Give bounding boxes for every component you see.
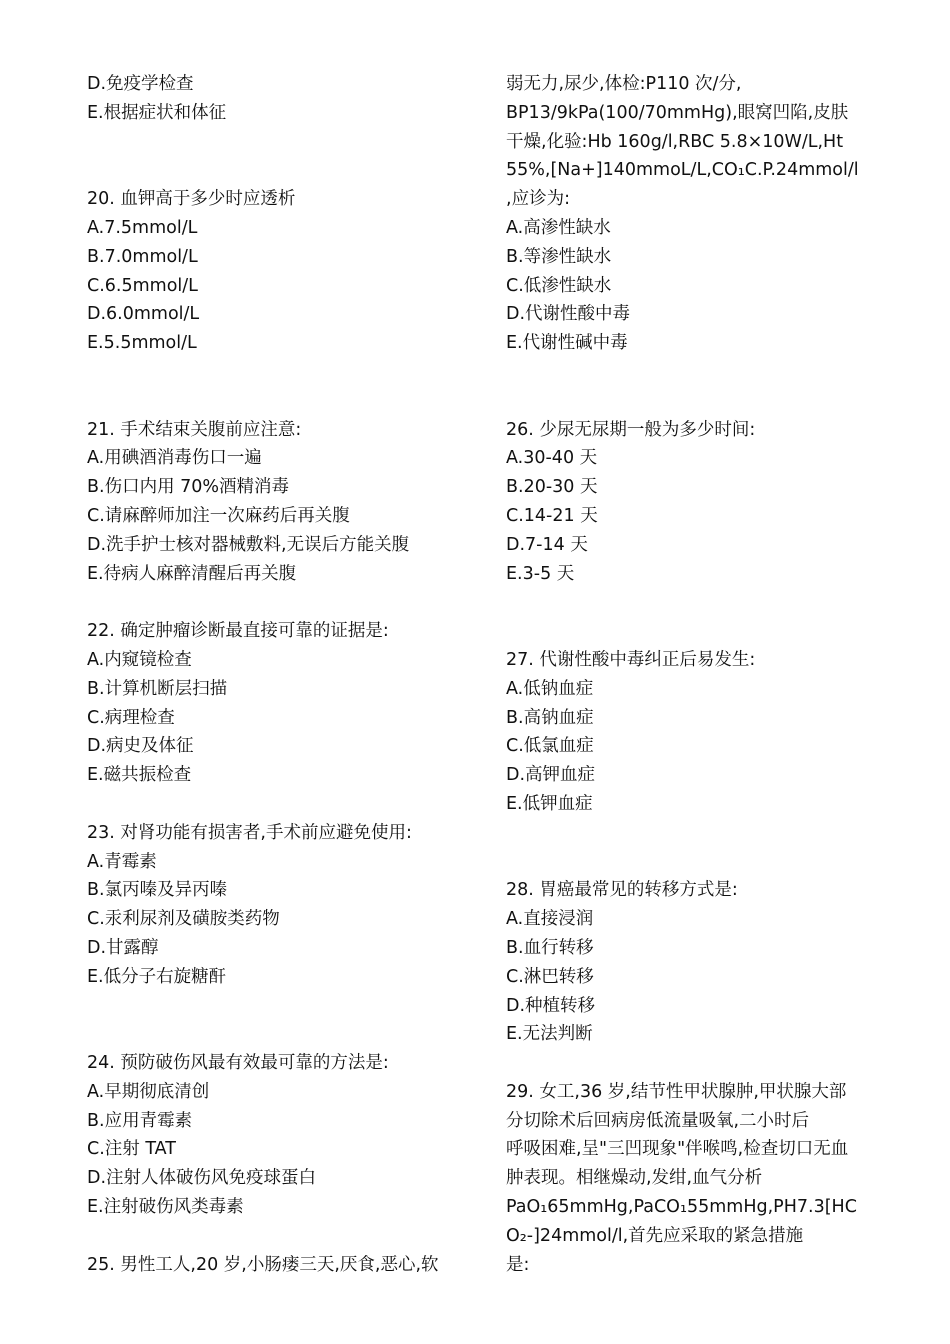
option-c: C.14-21 天 xyxy=(506,505,598,526)
option-b: B.氯丙嗪及异丙嗪 xyxy=(87,880,228,901)
option-e: E.无法判断 xyxy=(506,1024,593,1045)
option-c: C.注射 TAT xyxy=(87,1139,176,1160)
question-stem-line: 肿表现。相继燥动,发绀,血气分析 xyxy=(506,1168,763,1189)
q19-option-d: D.免疫学检查 xyxy=(87,74,194,94)
option-d: D.病史及体征 xyxy=(87,736,194,757)
question-text: 21. 手术结束关腹前应注意: xyxy=(87,419,302,440)
option-b: B.应用青霉素 xyxy=(87,1110,193,1131)
option-a: A.30-40 天 xyxy=(506,448,598,469)
option-b: B.计算机断层扫描 xyxy=(87,678,228,699)
option-a: A.高渗性缺水 xyxy=(506,217,611,238)
option-b: B.血行转移 xyxy=(506,937,594,958)
option-c: C.病理检查 xyxy=(87,707,175,728)
option-e: E.5.5mmol/L xyxy=(87,333,197,354)
question-stem-line: 分切除术后回病房低流量吸氧,二小时后 xyxy=(506,1110,810,1131)
option-d: D.种植转移 xyxy=(506,995,596,1016)
option-a: A.7.5mmol/L xyxy=(87,217,198,238)
option-a: A.直接浸润 xyxy=(506,909,594,930)
option-e: E.低分子右旋糖酐 xyxy=(87,966,227,987)
question-text: 22. 确定肿瘤诊断最直接可靠的证据是: xyxy=(87,621,389,642)
option-d: D.洗手护士核对器械敷料,无误后方能关腹 xyxy=(87,534,410,555)
question-stem-line: 干燥,化验:Hb 160g/l,RBC 5.8×10W/L,Ht xyxy=(506,131,844,152)
question-text: 26. 少尿无尿期一般为多少时间: xyxy=(506,419,756,440)
option-e: E.注射破伤风类毒素 xyxy=(87,1197,244,1218)
question-26 xyxy=(506,416,901,589)
option-d: D.7-14 天 xyxy=(506,534,588,555)
option-a: A.用碘酒消毒伤口一遍 xyxy=(87,448,262,469)
option-c: C.汞利尿剂及磺胺类药物 xyxy=(87,909,280,930)
option-b: B.等渗性缺水 xyxy=(506,246,612,267)
question-25-continued xyxy=(506,70,901,358)
question-stem-line: 55%,[Na+]140mmoL/L,CO₁C.P.24mmol/l xyxy=(506,160,859,181)
question-29 xyxy=(506,1078,901,1280)
question-stem-line: O₂-]24mmol/l,首先应采取的紧急措施 xyxy=(506,1225,804,1246)
question-20 xyxy=(87,185,482,358)
option-a: A.低钠血症 xyxy=(506,678,594,699)
question-24 xyxy=(87,1049,482,1222)
option-e: E.低钾血症 xyxy=(506,793,593,814)
question-stem-line: BP13/9kPa(100/70mmHg),眼窝凹陷,皮肤 xyxy=(506,102,849,123)
question-text: 20. 血钾高于多少时应透析 xyxy=(87,189,296,210)
question-stem-line: 呼吸困难,呈"三凹现象"伴喉鸣,检查切口无血 xyxy=(506,1139,849,1160)
option-c: C.淋巴转移 xyxy=(506,966,594,987)
question-text: 28. 胃癌最常见的转移方式是: xyxy=(506,880,738,901)
option-e: E.代谢性碱中毒 xyxy=(506,333,628,354)
option-d: D.6.0mmol/L xyxy=(87,304,200,325)
question-stem-line: 是: xyxy=(506,1254,530,1275)
question-stem-line: 弱无力,尿少,体检:P110 次/分, xyxy=(506,74,742,94)
option-d: D.注射人体破伤风免疫球蛋白 xyxy=(87,1168,317,1189)
option-d: D.高钾血症 xyxy=(506,765,596,786)
option-b: B.7.0mmol/L xyxy=(87,246,198,267)
option-c: C.6.5mmol/L xyxy=(87,275,198,296)
question-27 xyxy=(506,646,901,819)
option-b: B.伤口内用 70%酒精消毒 xyxy=(87,477,290,498)
option-b: B.高钠血症 xyxy=(506,707,594,728)
option-e: E.磁共振检查 xyxy=(87,765,192,786)
option-c: C.低氯血症 xyxy=(506,736,594,757)
question-28 xyxy=(506,876,901,1049)
question-stem-line: 29. 女工,36 岁,结节性甲状腺肿,甲状腺大部 xyxy=(506,1081,847,1102)
option-b: B.20-30 天 xyxy=(506,477,598,498)
question-22 xyxy=(87,617,482,790)
question-25-start: 25. 男性工人,20 岁,小肠瘘三天,厌食,恶心,软 xyxy=(87,1254,439,1275)
question-text: 23. 对肾功能有损害者,手术前应避免使用: xyxy=(87,822,412,843)
option-a: A.早期彻底清创 xyxy=(87,1081,210,1102)
question-21 xyxy=(87,416,482,589)
question-text: 24. 预防破伤风最有效最可靠的方法是: xyxy=(87,1053,389,1074)
option-e: E.3-5 天 xyxy=(506,563,575,584)
question-text: 27. 代谢性酸中毒纠正后易发生: xyxy=(506,649,756,670)
question-stem-line: ,应诊为: xyxy=(506,189,570,210)
option-e: E.待病人麻醉清醒后再关腹 xyxy=(87,563,297,584)
option-a: A.青霉素 xyxy=(87,851,157,872)
q19-option-e: E.根据症状和体征 xyxy=(87,102,227,123)
option-c: C.请麻醉师加注一次麻药后再关腹 xyxy=(87,505,350,526)
question-23 xyxy=(87,819,482,992)
option-a: A.内窥镜检查 xyxy=(87,649,192,670)
left-column xyxy=(87,70,482,1279)
option-d: D.甘露醇 xyxy=(87,937,159,958)
question-stem-line: PaO₁65mmHg,PaCO₁55mmHg,PH7.3[HC xyxy=(506,1197,857,1218)
right-column xyxy=(506,70,901,1279)
option-c: C.低渗性缺水 xyxy=(506,275,612,296)
option-d: D.代谢性酸中毒 xyxy=(506,304,631,325)
